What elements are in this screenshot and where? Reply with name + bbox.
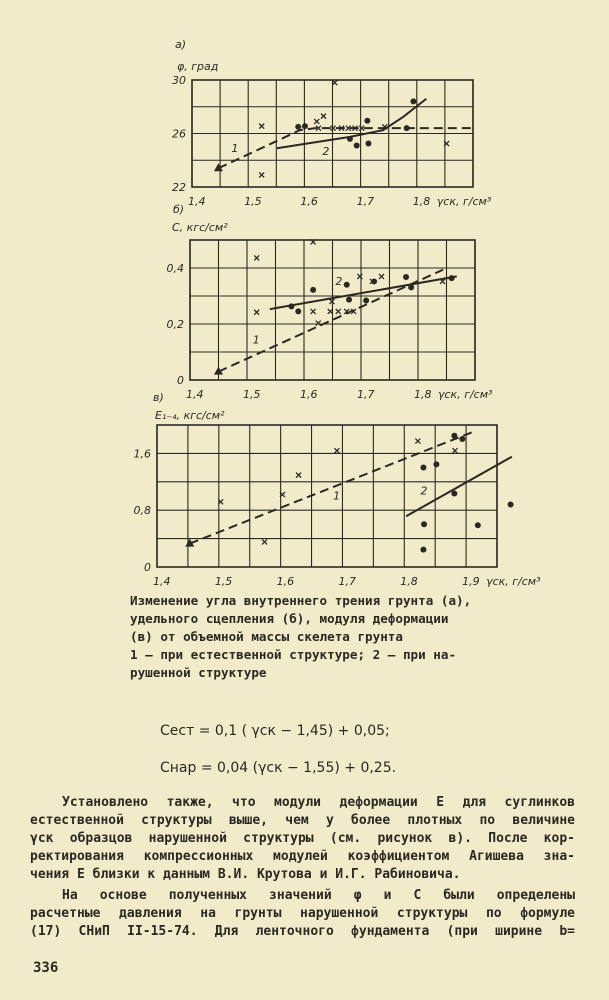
point-dot bbox=[420, 464, 426, 470]
point-dot bbox=[288, 303, 294, 309]
x-tick-label: 1,6 bbox=[300, 195, 318, 208]
y-axis-label: φ, град bbox=[177, 60, 219, 73]
point-dot bbox=[302, 123, 308, 129]
point-dot bbox=[344, 282, 350, 288]
y-tick-label: 0,8 bbox=[133, 504, 151, 518]
formula-c-disturbed: Cнар = 0,04 (γск − 1,55) + 0,25. bbox=[160, 760, 397, 776]
point-cross bbox=[314, 119, 319, 124]
point-dot bbox=[371, 278, 377, 284]
y-tick-label: 26 bbox=[172, 127, 186, 141]
point-dot bbox=[421, 521, 427, 527]
point-cross bbox=[311, 309, 316, 314]
point-cross bbox=[415, 439, 420, 444]
curve-label: 2 bbox=[322, 144, 330, 158]
x-tick-label: 1,4 bbox=[188, 195, 206, 208]
point-dot bbox=[310, 287, 316, 293]
curve-label: 1 bbox=[231, 142, 239, 156]
plot-frame bbox=[157, 425, 497, 567]
x-tick-label: 1,5 bbox=[244, 195, 262, 208]
curve-label: 2 bbox=[420, 484, 428, 498]
point-cross bbox=[259, 124, 264, 129]
chart-b bbox=[167, 203, 494, 401]
x-tick-label: 1,6 bbox=[276, 575, 295, 588]
point-cross bbox=[262, 539, 267, 544]
point-dot bbox=[365, 141, 371, 147]
paragraph-2 bbox=[30, 887, 575, 941]
caption-line: (в) от объемной массы скелета грунта bbox=[130, 629, 403, 644]
text-line: чения E близки к данным В.И. Крутова и И.Г. Рабиновича. bbox=[30, 867, 461, 882]
point-cross bbox=[334, 448, 339, 453]
x-tick-label: 1,8 bbox=[412, 195, 431, 208]
caption-line: 1 – при естественной структуре; 2 – при на- bbox=[130, 647, 457, 662]
point-dot bbox=[295, 124, 301, 130]
paragraph-1 bbox=[30, 794, 575, 884]
x-tick-label: 1,7 bbox=[356, 195, 375, 208]
y-tick-label: 30 bbox=[172, 74, 186, 87]
point-cross bbox=[331, 126, 336, 131]
point-cross bbox=[329, 299, 334, 304]
point-dot bbox=[363, 297, 369, 303]
x-tick-label: 1,6 bbox=[300, 388, 318, 401]
chart-a bbox=[172, 38, 492, 208]
text-line: γск образцов нарушенной структуры (см. рисунок в). После кор- bbox=[30, 831, 575, 846]
point-dot bbox=[420, 547, 426, 553]
x-axis-label: γск, г/см³ bbox=[438, 388, 493, 401]
curve-label: 2 bbox=[335, 274, 343, 288]
point-dot bbox=[295, 308, 301, 314]
point-dot bbox=[451, 433, 457, 439]
point-cross bbox=[452, 448, 457, 453]
curve-2 bbox=[270, 276, 457, 309]
text-line: расчетные давления на грунты нарушенной структуры по формуле bbox=[30, 906, 575, 921]
figure-caption bbox=[130, 592, 502, 682]
panel-label: б) bbox=[173, 203, 185, 216]
y-tick-label: 0,4 bbox=[166, 262, 184, 275]
chart-c bbox=[134, 391, 542, 588]
formula-c-natural: Cест = 0,1 ( γск − 1,45) + 0,05; bbox=[160, 723, 390, 739]
point-dot bbox=[346, 297, 352, 303]
curve-label: 1 bbox=[252, 333, 260, 347]
x-tick-label: 1,9 bbox=[462, 575, 480, 588]
point-dot bbox=[410, 98, 416, 104]
text-line: ректирования компрессионных модулей коэффициентом Агишева зна- bbox=[30, 849, 575, 864]
point-dot bbox=[459, 436, 465, 442]
panel-label: а) bbox=[175, 38, 187, 51]
text-line: На основе полученных значений φ и C были определены bbox=[62, 888, 575, 903]
point-dot bbox=[404, 125, 410, 131]
x-tick-label: 1,8 bbox=[414, 388, 432, 401]
curve-1 bbox=[190, 432, 474, 544]
caption-line: удельного сцепления (б), модуля деформации bbox=[130, 611, 449, 626]
point-dot bbox=[433, 461, 439, 467]
point-cross bbox=[336, 309, 341, 314]
point-dot bbox=[347, 136, 353, 142]
y-axis-label: C, кгс/см² bbox=[172, 221, 228, 234]
point-dot bbox=[451, 491, 457, 497]
y-tick-label: 1,6 bbox=[133, 447, 151, 461]
x-tick-label: 1,7 bbox=[357, 388, 375, 401]
x-tick-label: 1,7 bbox=[338, 575, 356, 588]
x-tick-label: 1,5 bbox=[243, 388, 261, 401]
caption-line: рушенной структуре bbox=[130, 665, 267, 680]
y-axis-label: E₁₋₄, кгс/см² bbox=[155, 409, 225, 422]
point-dot bbox=[449, 275, 455, 281]
y-tick-label: 22 bbox=[172, 181, 186, 194]
x-tick-label: 1,8 bbox=[400, 575, 418, 588]
curve-1 bbox=[218, 128, 473, 168]
y-tick-label: 0 bbox=[144, 561, 151, 574]
point-cross bbox=[254, 255, 259, 260]
point-cross bbox=[359, 126, 364, 131]
text-line: естественной структуры выше, чем у более плотных по величине bbox=[30, 813, 575, 828]
point-cross bbox=[316, 321, 321, 326]
point-dot bbox=[475, 522, 481, 528]
point-cross bbox=[254, 310, 259, 315]
point-dot bbox=[408, 284, 414, 290]
point-cross bbox=[321, 114, 326, 119]
x-axis-label: γск, г/см³ bbox=[436, 195, 492, 208]
y-tick-label: 0,2 bbox=[166, 318, 184, 331]
text-line: (17) СНиП II-15-74. Для ленточного фундамента (при ширине b= bbox=[30, 924, 575, 939]
point-cross bbox=[357, 274, 362, 279]
x-axis-label: γск, г/см³ bbox=[486, 575, 541, 588]
caption-line: Изменение угла внутреннего трения грунта (а), bbox=[130, 593, 472, 608]
point-cross bbox=[259, 172, 264, 177]
point-dot bbox=[364, 118, 370, 124]
x-tick-label: 1,5 bbox=[214, 575, 233, 588]
point-cross bbox=[296, 473, 301, 478]
panel-label: в) bbox=[153, 391, 164, 404]
point-dot bbox=[354, 143, 360, 149]
point-dot bbox=[508, 502, 514, 508]
text-line: Установлено также, что модули деформации E для суглинков bbox=[62, 795, 575, 810]
y-tick-label: 0 bbox=[177, 374, 184, 387]
curve-label: 1 bbox=[333, 489, 341, 503]
page-number: 336 bbox=[33, 960, 59, 976]
x-tick-label: 1,4 bbox=[186, 388, 204, 401]
x-tick-label: 1,4 bbox=[153, 575, 171, 588]
point-dot bbox=[403, 274, 409, 280]
point-cross bbox=[379, 274, 384, 279]
